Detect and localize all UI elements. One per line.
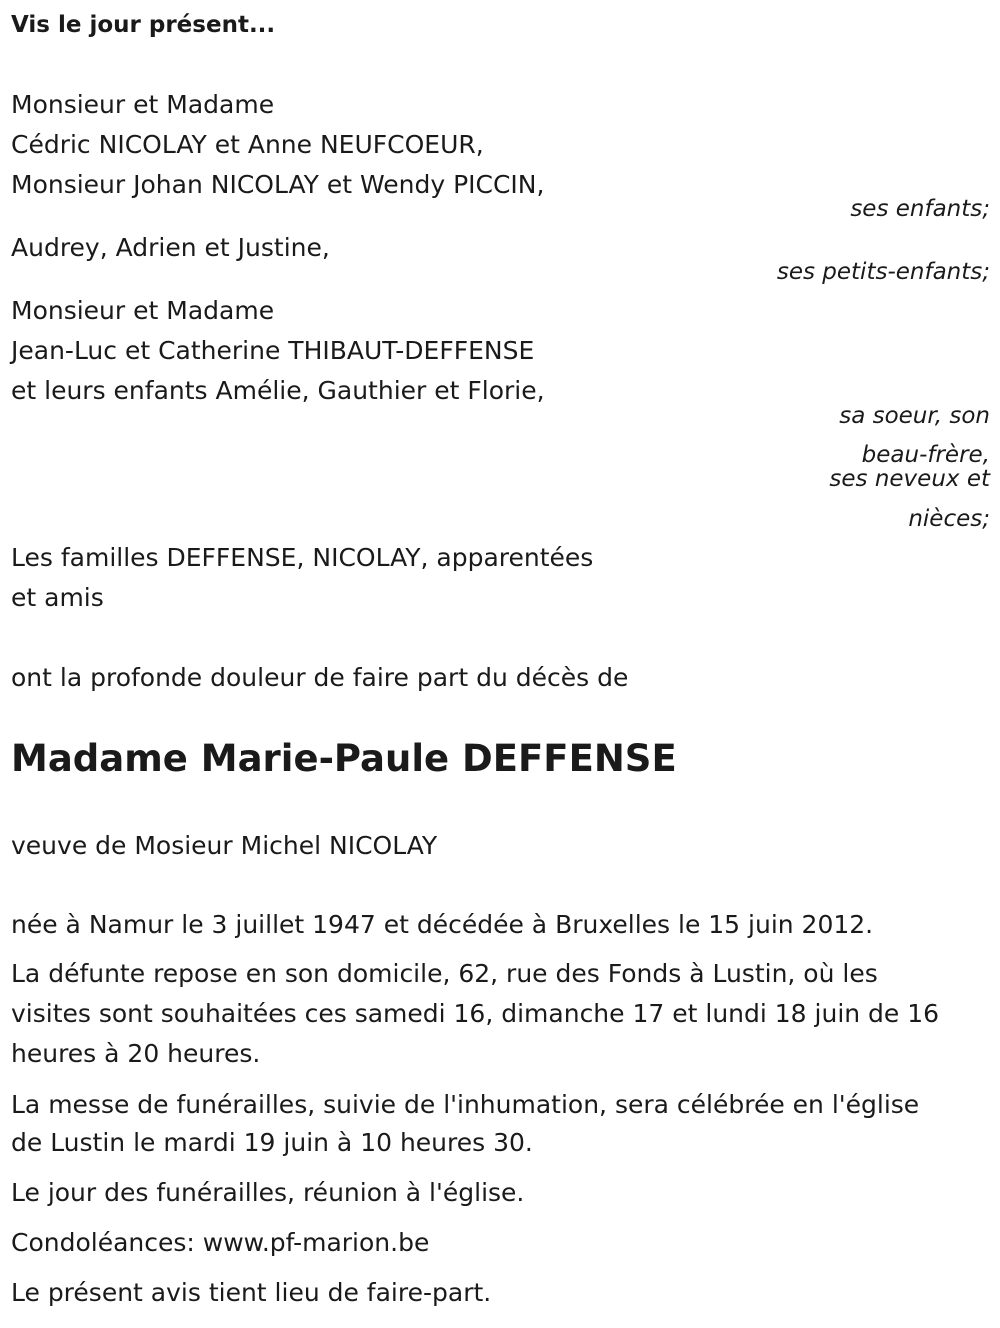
- children-line-3: Monsieur Johan NICOLAY et Wendy PICCIN,: [11, 170, 545, 199]
- sister-line-3: et leurs enfants Amélie, Gauthier et Florie,: [11, 376, 545, 405]
- widow-of: veuve de Mosieur Michel NICOLAY: [11, 831, 438, 860]
- visits-line-2: visites sont souhaitées ces samedi 16, dimanche 17 et lundi 18 juin de 16: [11, 999, 940, 1028]
- visits-line-1: La défunte repose en son domicile, 62, rue des Fonds à Lustin, où les: [11, 959, 878, 988]
- grandchildren-role: ses petits-enfants;: [776, 259, 990, 285]
- meeting: Le jour des funérailles, réunion à l'église.: [11, 1178, 525, 1207]
- families-line-2: et amis: [11, 583, 104, 612]
- notice: Le présent avis tient lieu de faire-part.: [11, 1278, 492, 1307]
- sister-role-3: ses neveux et: [829, 466, 990, 492]
- children-line-1: Monsieur et Madame: [11, 90, 275, 119]
- intro-heading: Vis le jour présent...: [11, 12, 276, 38]
- sister-line-2: Jean-Luc et Catherine THIBAUT-DEFFENSE: [11, 336, 535, 365]
- children-line-2: Cédric NICOLAY et Anne NEUFCOEUR,: [11, 130, 484, 159]
- children-role: ses enfants;: [850, 196, 990, 222]
- sister-role-4: nièces;: [908, 506, 990, 532]
- grandchildren-line: Audrey, Adrien et Justine,: [11, 233, 330, 262]
- mass-line-2: de Lustin le mardi 19 juin à 10 heures 30.: [11, 1128, 533, 1157]
- birth-death: née à Namur le 3 juillet 1947 et décédée à Bruxelles le 15 juin 2012.: [11, 910, 874, 939]
- visits-line-3: heures à 20 heures.: [11, 1039, 261, 1068]
- condolences: Condoléances: www.pf-marion.be: [11, 1228, 430, 1257]
- deceased-name: Madame Marie-Paule DEFFENSE: [11, 737, 677, 780]
- announcement: ont la profonde douleur de faire part du décès de: [11, 663, 629, 692]
- mass-line-1: La messe de funérailles, suivie de l'inhumation, sera célébrée en l'église: [11, 1090, 920, 1119]
- sister-role-2: beau-frère,: [861, 442, 990, 468]
- sister-line-1: Monsieur et Madame: [11, 296, 275, 325]
- sister-role-1: sa soeur, son: [839, 403, 990, 429]
- families-line-1: Les familles DEFFENSE, NICOLAY, apparentées: [11, 543, 594, 572]
